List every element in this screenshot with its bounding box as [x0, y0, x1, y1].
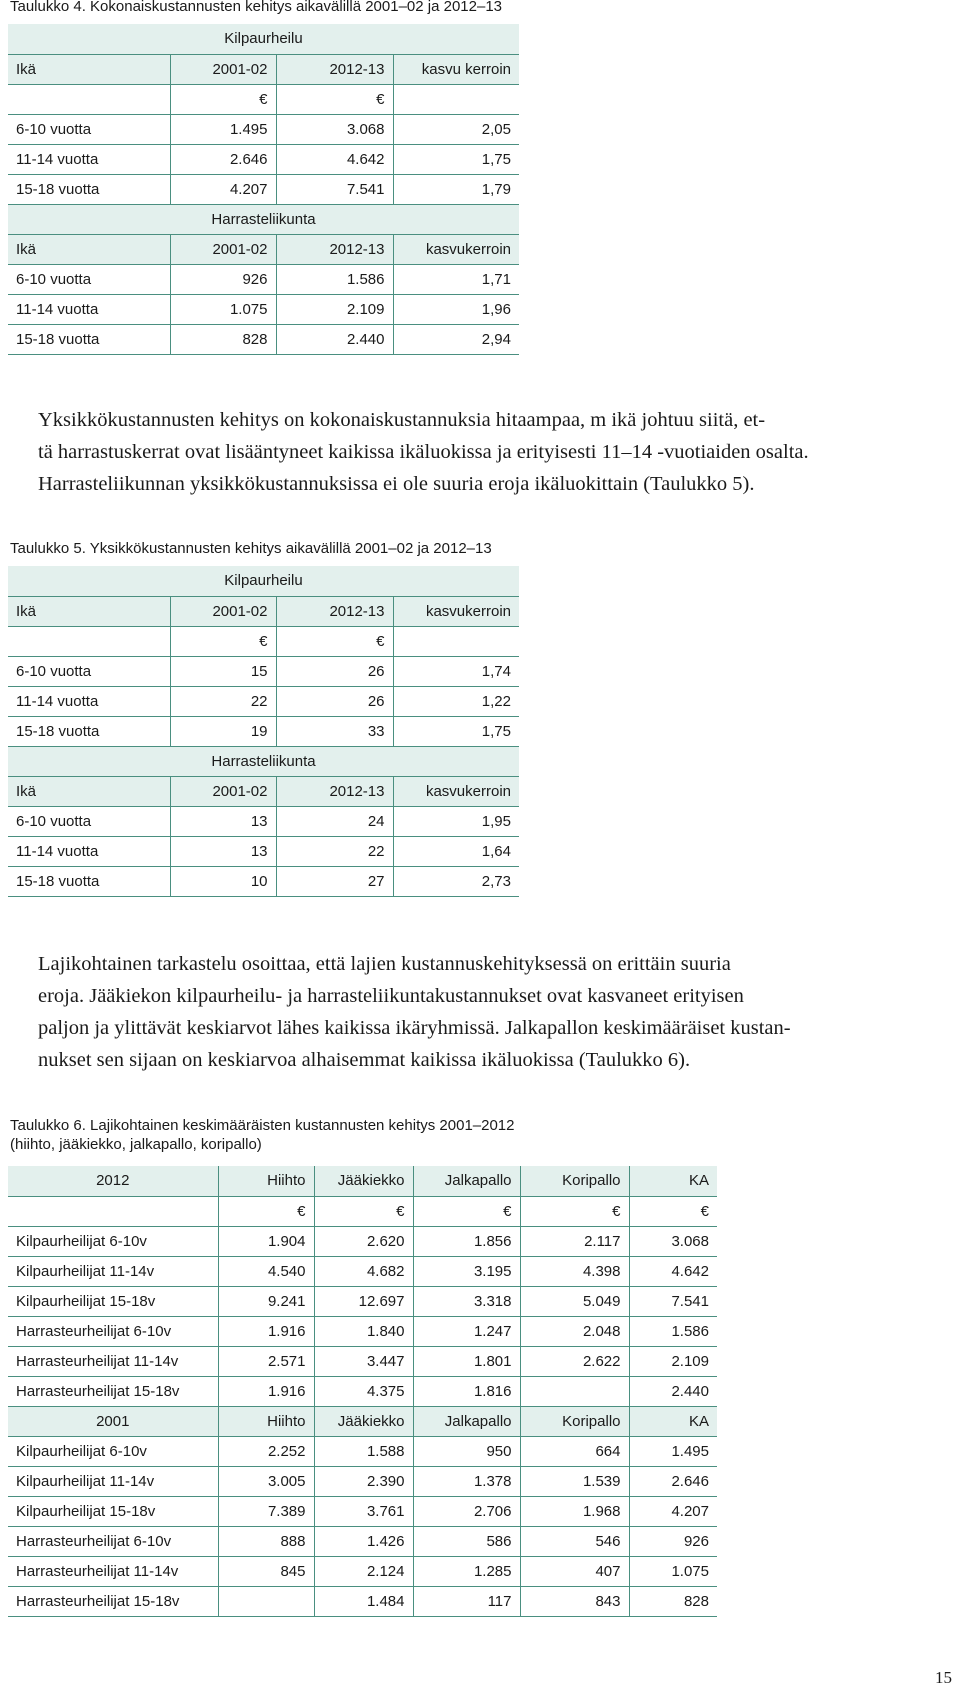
paragraph-line: eroja. Jääkiekon kilpaurheilu- ja harrasteliikuntakustannukset ovat kasvaneet erityisen	[38, 985, 744, 1007]
table-cell: 845	[218, 1556, 314, 1586]
table-cell: 4.540	[218, 1256, 314, 1286]
table-cell: 6-10 vuotta	[8, 806, 170, 836]
table-cell: 2,05	[393, 114, 519, 144]
table-cell: Harrasteurheilijat 15-18v	[8, 1586, 218, 1616]
table-cell: 407	[520, 1556, 629, 1586]
unit-cell: €	[170, 84, 276, 114]
table-cell: 950	[413, 1436, 520, 1466]
table-cell: Kilpaurheilijat 6-10v	[8, 1226, 218, 1256]
table-row	[8, 144, 519, 174]
table5-unit-row	[8, 626, 519, 656]
table-cell: 1,22	[393, 686, 519, 716]
table5-section-title-row	[8, 566, 519, 596]
table5-header-row	[8, 596, 519, 626]
table-cell: 2.646	[629, 1466, 717, 1496]
table-cell: 7.389	[218, 1496, 314, 1526]
table6-unit-row	[8, 1196, 717, 1226]
table-row	[8, 1376, 717, 1406]
table-row	[8, 324, 519, 354]
column-header: Ikä	[8, 776, 170, 806]
table-cell: 3.005	[218, 1466, 314, 1496]
table-cell: 2.048	[520, 1316, 629, 1346]
unit-cell	[8, 1196, 218, 1226]
table-cell: 26	[276, 686, 393, 716]
unit-cell: €	[520, 1196, 629, 1226]
table-cell: 2,94	[393, 324, 519, 354]
table-cell: 1.495	[629, 1436, 717, 1466]
table-row	[8, 866, 519, 896]
table-cell: 4.375	[314, 1376, 413, 1406]
table-cell: Harrasteurheilijat 15-18v	[8, 1376, 218, 1406]
table-cell: 22	[276, 836, 393, 866]
column-header: Ikä	[8, 54, 170, 84]
table-cell: 15-18 vuotta	[8, 866, 170, 896]
table-cell: 3.068	[276, 114, 393, 144]
table-cell: 19	[170, 716, 276, 746]
table-cell: 926	[170, 264, 276, 294]
table-row	[8, 656, 519, 686]
table-cell: 11-14 vuotta	[8, 836, 170, 866]
column-header: 2001-02	[170, 776, 276, 806]
table-cell: 1.586	[629, 1316, 717, 1346]
table-cell: 3.447	[314, 1346, 413, 1376]
table-row	[8, 1286, 717, 1316]
table-cell: 2,73	[393, 866, 519, 896]
table-cell: 4.398	[520, 1256, 629, 1286]
table-cell: 15-18 vuotta	[8, 174, 170, 204]
paragraph-line: tä harrastuskerrat ovat lisääntyneet kaikissa ikäluokissa ja erityisesti 11–14 -vuotiaiden osalta.	[38, 441, 809, 463]
table-cell: 1.539	[520, 1466, 629, 1496]
column-header: 2001-02	[170, 234, 276, 264]
table-cell: 1.816	[413, 1376, 520, 1406]
table-cell: 2.440	[629, 1376, 717, 1406]
table5	[8, 566, 519, 897]
table-cell: 33	[276, 716, 393, 746]
table-cell: 3.195	[413, 1256, 520, 1286]
table-cell: 828	[629, 1586, 717, 1616]
table-cell: 15-18 vuotta	[8, 716, 170, 746]
table-cell: 4.642	[276, 144, 393, 174]
table-row	[8, 1256, 717, 1286]
table-cell: 586	[413, 1526, 520, 1556]
table-cell: Kilpaurheilijat 11-14v	[8, 1466, 218, 1496]
column-header: 2012-13	[276, 54, 393, 84]
table-cell: Kilpaurheilijat 15-18v	[8, 1286, 218, 1316]
table-row	[8, 836, 519, 866]
paragraph-line: paljon ja ylittävät keskiarvot lähes kaikissa ikäryhmissä. Jalkapallon keskimääräiset kustan-	[38, 1017, 791, 1039]
table-cell: 117	[413, 1586, 520, 1616]
table-row	[8, 686, 519, 716]
table-cell: 6-10 vuotta	[8, 114, 170, 144]
table-cell: 828	[170, 324, 276, 354]
table6-caption	[10, 1116, 515, 1154]
table-cell: Harrasteurheilijat 11-14v	[8, 1346, 218, 1376]
table-cell: 11-14 vuotta	[8, 144, 170, 174]
column-header: Hiihto	[218, 1406, 314, 1436]
table-cell: Kilpaurheilijat 6-10v	[8, 1436, 218, 1466]
table-cell: 24	[276, 806, 393, 836]
table4-header-row	[8, 234, 519, 264]
table4-header-row	[8, 54, 519, 84]
column-header: Ikä	[8, 234, 170, 264]
table4-section-title-row	[8, 24, 519, 54]
table-cell: 2.390	[314, 1466, 413, 1496]
paragraph-line: Lajikohtainen tarkastelu osoittaa, että lajien kustannuskehityksessä on erittäin suuria	[38, 953, 731, 975]
table-cell: 1.840	[314, 1316, 413, 1346]
table5-caption: Taulukko 5. Yksikkökustannusten kehitys aikavälillä 2001–02 ja 2012–13	[10, 540, 492, 557]
unit-cell	[393, 84, 519, 114]
unit-cell: €	[218, 1196, 314, 1226]
column-header: 2012	[8, 1166, 218, 1196]
table-cell: 2.620	[314, 1226, 413, 1256]
column-header: 2012-13	[276, 776, 393, 806]
column-header: kasvukerroin	[393, 234, 519, 264]
table-cell: 26	[276, 656, 393, 686]
column-header: Koripallo	[520, 1406, 629, 1436]
table-cell: 2.117	[520, 1226, 629, 1256]
table-cell: 1.247	[413, 1316, 520, 1346]
column-header: Jalkapallo	[413, 1406, 520, 1436]
body-paragraph-1	[38, 404, 944, 500]
column-header: 2001-02	[170, 596, 276, 626]
table6	[8, 1166, 717, 1617]
table-row	[8, 1466, 717, 1496]
table-row	[8, 264, 519, 294]
table-cell: Kilpaurheilijat 15-18v	[8, 1496, 218, 1526]
table5-section-title-row	[8, 746, 519, 776]
table5-header-row	[8, 776, 519, 806]
table-row	[8, 806, 519, 836]
table-cell: 1,75	[393, 716, 519, 746]
table6-header-row	[8, 1406, 717, 1436]
table-cell: 843	[520, 1586, 629, 1616]
unit-cell	[8, 84, 170, 114]
table4-caption: Taulukko 4. Kokonaiskustannusten kehitys aikavälillä 2001–02 ja 2012–13	[10, 0, 503, 15]
column-header: 2012-13	[276, 596, 393, 626]
column-header: KA	[629, 1166, 717, 1196]
unit-cell: €	[276, 84, 393, 114]
paragraph-line: nukset sen sijaan on keskiarvoa alhaisemmat kaikissa ikäluokissa (Taulukko 6).	[38, 1049, 691, 1071]
table-cell: 10	[170, 866, 276, 896]
table4-section-title-row	[8, 204, 519, 234]
table-cell: 1,64	[393, 836, 519, 866]
column-header: kasvukerroin	[393, 596, 519, 626]
table-cell: 1.495	[170, 114, 276, 144]
table-cell: 15-18 vuotta	[8, 324, 170, 354]
table4	[8, 24, 519, 355]
table-cell: 1.916	[218, 1316, 314, 1346]
table-cell: 7.541	[276, 174, 393, 204]
table-cell: 1,74	[393, 656, 519, 686]
table-row	[8, 1526, 717, 1556]
table-cell: 9.241	[218, 1286, 314, 1316]
table-cell: 2.646	[170, 144, 276, 174]
table-row	[8, 114, 519, 144]
table-cell: 2.124	[314, 1556, 413, 1586]
table-cell: 1,95	[393, 806, 519, 836]
table-cell: 1,71	[393, 264, 519, 294]
table-cell: 888	[218, 1526, 314, 1556]
column-header: Ikä	[8, 596, 170, 626]
unit-cell	[8, 626, 170, 656]
table4-section-title: Kilpaurheilu	[8, 24, 519, 54]
table-row	[8, 1556, 717, 1586]
table-cell: 1.378	[413, 1466, 520, 1496]
table-cell: 1.426	[314, 1526, 413, 1556]
table-cell: 1,75	[393, 144, 519, 174]
table-cell: Kilpaurheilijat 11-14v	[8, 1256, 218, 1286]
table-cell: 1.484	[314, 1586, 413, 1616]
table-cell: 1.916	[218, 1376, 314, 1406]
table-cell: 13	[170, 836, 276, 866]
table-row	[8, 294, 519, 324]
table-cell: 6-10 vuotta	[8, 264, 170, 294]
column-header: 2001	[8, 1406, 218, 1436]
table-cell: 4.682	[314, 1256, 413, 1286]
table-cell: 7.541	[629, 1286, 717, 1316]
table-cell: 5.049	[520, 1286, 629, 1316]
table-cell: Harrasteurheilijat 11-14v	[8, 1556, 218, 1586]
table4-section-title: Harrasteliikunta	[8, 204, 519, 234]
table-cell: 926	[629, 1526, 717, 1556]
table-cell: 11-14 vuotta	[8, 686, 170, 716]
table-row	[8, 716, 519, 746]
table-cell: 12.697	[314, 1286, 413, 1316]
table-row	[8, 1346, 717, 1376]
unit-cell: €	[413, 1196, 520, 1226]
table-cell: 13	[170, 806, 276, 836]
table6-header-row	[8, 1166, 717, 1196]
table-cell: 4.642	[629, 1256, 717, 1286]
table-cell: 1,96	[393, 294, 519, 324]
column-header: Jääkiekko	[314, 1166, 413, 1196]
paragraph-line: Yksikkökustannusten kehitys on kokonaiskustannuksia hitaampaa, m ikä johtuu siitä, et-	[38, 409, 766, 431]
column-header: 2001-02	[170, 54, 276, 84]
table5-section-title: Kilpaurheilu	[8, 566, 519, 596]
table-cell: 22	[170, 686, 276, 716]
table6-caption-line: (hiihto, jääkiekko, jalkapallo, koripallo)	[10, 1136, 262, 1153]
table-cell: 4.207	[629, 1496, 717, 1526]
column-header: Hiihto	[218, 1166, 314, 1196]
column-header: Jääkiekko	[314, 1406, 413, 1436]
unit-cell: €	[314, 1196, 413, 1226]
table4-unit-row	[8, 84, 519, 114]
table-cell: 11-14 vuotta	[8, 294, 170, 324]
table-cell: 27	[276, 866, 393, 896]
unit-cell: €	[276, 626, 393, 656]
paragraph-line: Harrasteliikunnan yksikkökustannuksissa ei ole suuria eroja ikäluokittain (Taulukko 5).	[38, 473, 755, 495]
table-row	[8, 1226, 717, 1256]
table-cell: Harrasteurheilijat 6-10v	[8, 1316, 218, 1346]
table-cell: 2.440	[276, 324, 393, 354]
table-cell: 2.109	[276, 294, 393, 324]
table-cell: 1,79	[393, 174, 519, 204]
table-cell: 2.109	[629, 1346, 717, 1376]
table-cell: 1.904	[218, 1226, 314, 1256]
table-cell: 1.285	[413, 1556, 520, 1586]
table-cell: 2.571	[218, 1346, 314, 1376]
table-cell: Harrasteurheilijat 6-10v	[8, 1526, 218, 1556]
table-cell: 4.207	[170, 174, 276, 204]
column-header: Jalkapallo	[413, 1166, 520, 1196]
table-cell: 1.586	[276, 264, 393, 294]
column-header: Koripallo	[520, 1166, 629, 1196]
table-cell: 3.068	[629, 1226, 717, 1256]
table5-section-title: Harrasteliikunta	[8, 746, 519, 776]
unit-cell: €	[170, 626, 276, 656]
table-row	[8, 1316, 717, 1346]
unit-cell: €	[629, 1196, 717, 1226]
table-cell: 2.252	[218, 1436, 314, 1466]
table-cell: 1.588	[314, 1436, 413, 1466]
table-cell: 2.622	[520, 1346, 629, 1376]
table-cell: 1.075	[170, 294, 276, 324]
table-row	[8, 1436, 717, 1466]
table-cell	[520, 1376, 629, 1406]
table-row	[8, 1586, 717, 1616]
table-row	[8, 1496, 717, 1526]
table-cell: 15	[170, 656, 276, 686]
column-header: kasvukerroin	[393, 776, 519, 806]
table-cell: 1.801	[413, 1346, 520, 1376]
table-cell: 546	[520, 1526, 629, 1556]
table-cell: 1.968	[520, 1496, 629, 1526]
table-cell: 1.075	[629, 1556, 717, 1586]
table-cell: 2.706	[413, 1496, 520, 1526]
table-cell: 6-10 vuotta	[8, 656, 170, 686]
unit-cell	[393, 626, 519, 656]
column-header: kasvu kerroin	[393, 54, 519, 84]
column-header: KA	[629, 1406, 717, 1436]
page-number: 15	[935, 1668, 952, 1687]
table-cell: 664	[520, 1436, 629, 1466]
column-header: 2012-13	[276, 234, 393, 264]
table-cell: 1.856	[413, 1226, 520, 1256]
table-cell: 3.761	[314, 1496, 413, 1526]
table-cell	[218, 1586, 314, 1616]
body-paragraph-2	[38, 948, 944, 1076]
table-row	[8, 174, 519, 204]
table6-caption-line: Taulukko 6. Lajikohtainen keskimääräisten kustannusten kehitys 2001–2012	[10, 1117, 515, 1134]
table-cell: 3.318	[413, 1286, 520, 1316]
